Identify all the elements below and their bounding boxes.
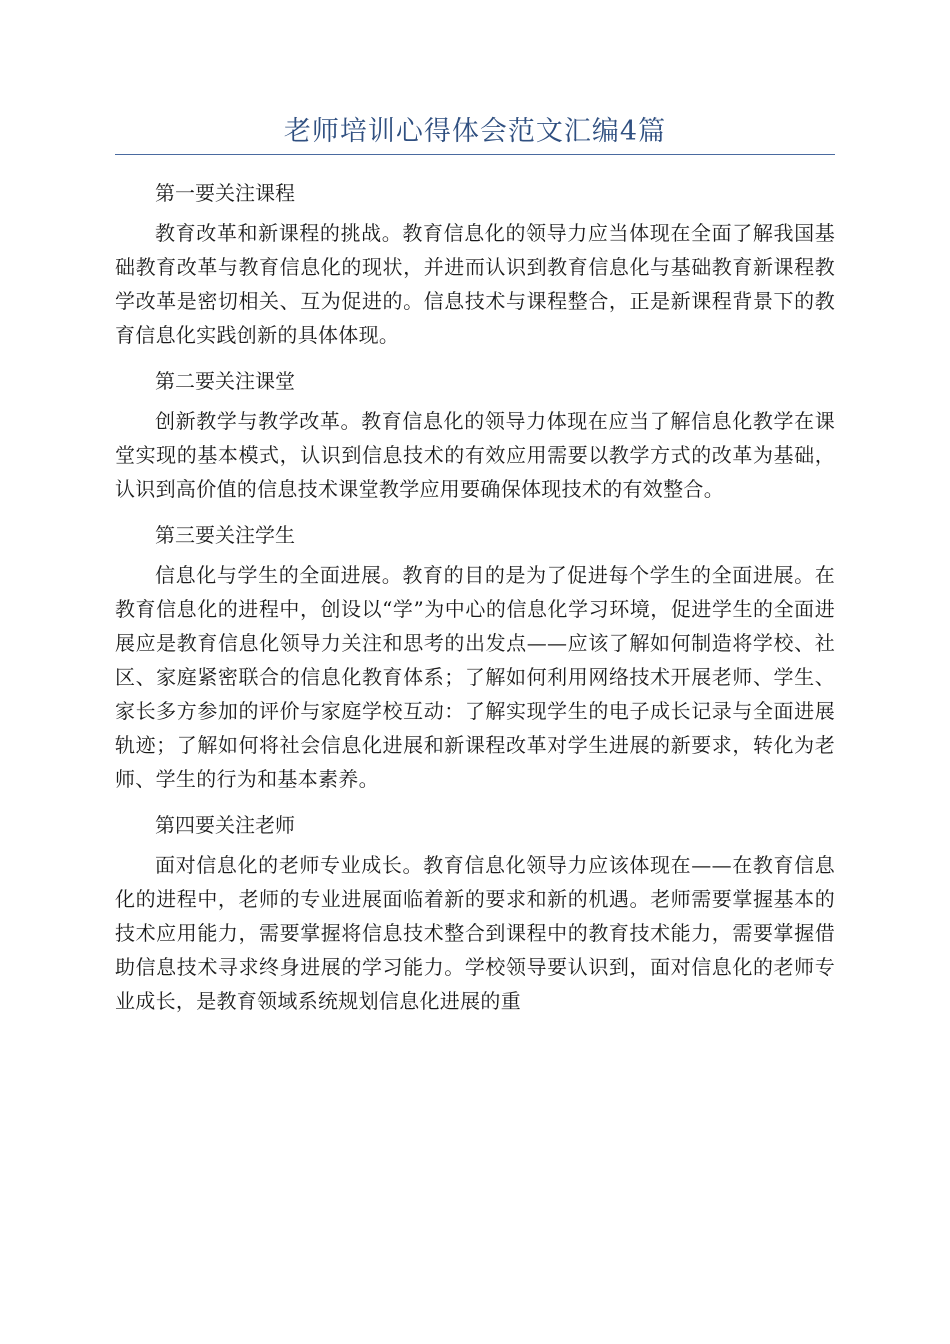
document-title: 老师培训心得体会范文汇编4篇 xyxy=(283,116,667,147)
section-paragraph: 信息化与学生的全面进展。教育的目的是为了促进每个学生的全面进展。在教育信息化的进程中，创设以“学”为中心的信息化学习环境，促进学生的全面进展应是教育信息化领导力关注和思考的出发点——应该了解如何制造将学校、社区、家庭紧密联合的信息化教育体系；了解如何利用网络技术开展老师、学生、家长多方参加的评价与家庭学校互动：了解实现学生的电子成长记录与全面进展轨迹；了解如何将社会信息化进展和新课程改革对学生进展的新要求，转化为老师、学生的行为和基本素养。 xyxy=(115,563,835,791)
section-paragraph: 创新教学与教学改革。教育信息化的领导力体现在应当了解信息化教学在课堂实现的基本模式，认识到信息技术的有效应用需要以教学方式的改革为基础，认识到高价值的信息技术课堂教学应用要确保体现技术的有效整合。 xyxy=(115,409,835,501)
section-heading: 第二要关注课堂 xyxy=(155,369,295,393)
title-underline xyxy=(115,154,835,155)
section-paragraph: 教育改革和新课程的挑战。教育信息化的领导力应当体现在全面了解我国基础教育改革与教育信息化的现状，并进而认识到教育信息化与基础教育新课程教学改革是密切相关、互为促进的。信息技术与课程整合，正是新课程背景下的教育信息化实践创新的具体体现。 xyxy=(115,221,835,347)
section-heading: 第四要关注老师 xyxy=(155,813,295,837)
section-heading: 第三要关注学生 xyxy=(155,523,295,547)
section-heading: 第一要关注课程 xyxy=(155,181,295,205)
section-paragraph: 面对信息化的老师专业成长。教育信息化领导力应该体现在——在教育信息化的进程中，老师的专业进展面临着新的要求和新的机遇。老师需要掌握基本的技术应用能力，需要掌握将信息技术整合到课程中的教育技术能力，需要掌握借助信息技术寻求终身进展的学习能力。学校领导要认识到，面对信息化的老师专业成长，是教育领域系统规划信息化进展的重 xyxy=(115,853,835,1013)
document-body xyxy=(115,170,835,1018)
